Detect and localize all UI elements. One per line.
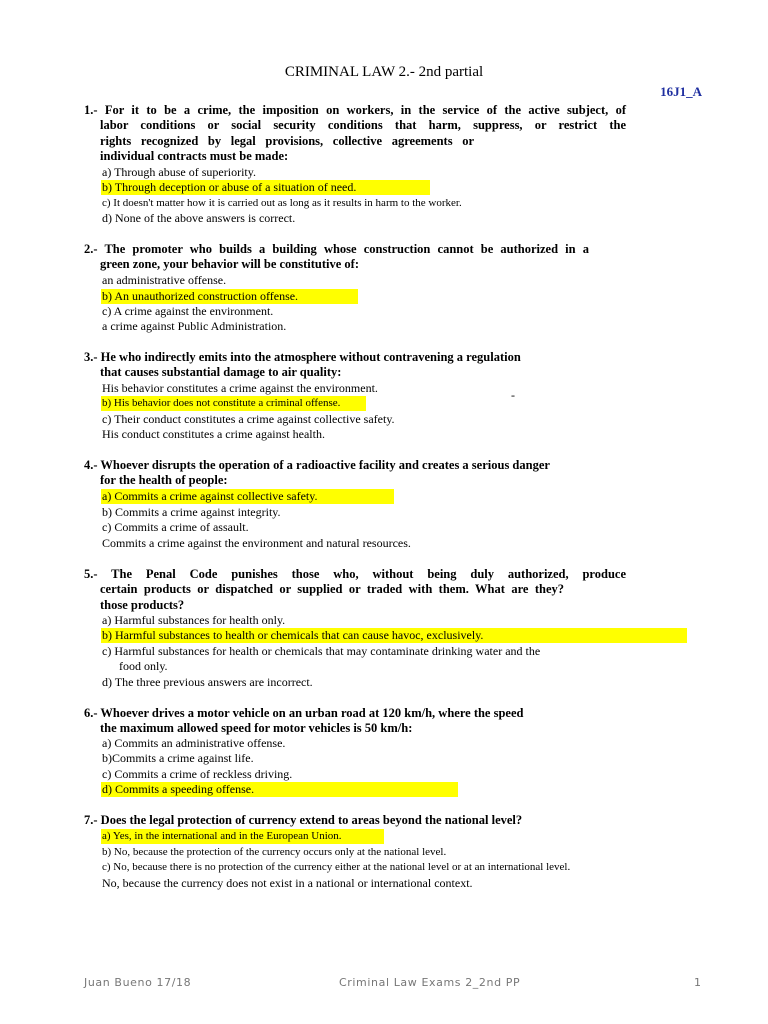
question-1-option-c: c) It doesn't matter how it is carried out as long as it results in harm to the worker. [102, 197, 462, 209]
question-2-option-d: a crime against Public Administration. [102, 319, 287, 333]
question-6-option-b: b)Commits a crime against life. [102, 751, 254, 765]
question-5-option-b-highlighted: b) Harmful substances to health or chemicals that can cause havoc, exclusively. [101, 628, 687, 643]
question-2-option-a: an administrative offense. [102, 273, 227, 287]
question-3-option-a: His behavior constitutes a crime against the environment. [102, 381, 378, 395]
question-4-text [84, 458, 626, 489]
question-7-option-c: c) No, because there is no protection of the currency either at the national level or at an international level. [102, 861, 571, 873]
question-5-text [84, 567, 626, 613]
question-1-text [84, 103, 626, 165]
question-7-text [84, 813, 626, 828]
question-3-option-d: His conduct constitutes a crime against health. [102, 427, 325, 441]
question-5-line-3: those products? [100, 597, 185, 612]
footer-author: Juan Bueno 17/18 [84, 976, 192, 989]
question-1-line-1: 1.- For it to be a crime, the imposition on workers, in the service of the active subject, of [84, 103, 626, 117]
question-5-option-a: a) Harmful substances for health only. [102, 613, 286, 627]
question-3-text [84, 350, 626, 381]
question-5-option-d: d) The three previous answers are incorrect. [102, 675, 313, 689]
question-4-line-1: 4.- Whoever disrupts the operation of a radioactive facility and creates a serious danger [84, 458, 550, 472]
document-title: CRIMINAL LAW 2.- 2nd partial [284, 64, 484, 80]
question-7-option-d: No, because the currency does not exist in a national or international context. [102, 876, 473, 890]
question-4-option-c: c) Commits a crime of assault. [102, 520, 249, 534]
question-3-line-1: 3.- He who indirectly emits into the atmosphere without contravening a regulation [84, 350, 521, 364]
question-3-option-c: c) Their conduct constitutes a crime against collective safety. [102, 412, 395, 426]
question-1-line-3: rights recognized by legal provisions, collective agreements or [100, 133, 474, 148]
question-1-option-a: a) Through abuse of superiority. [102, 165, 256, 179]
question-1-option-d: d) None of the above answers is correct. [102, 211, 296, 225]
question-5-line-2: certain products or dispatched or supplied or traded with them. What are they? [100, 582, 564, 597]
question-7-option-a-highlighted: a) Yes, in the international and in the European Union. [101, 829, 384, 844]
footer-document-name: Criminal Law Exams 2_2nd PP [339, 976, 521, 989]
question-7-line-1: 7.- Does the legal protection of currency extend to areas beyond the national level? [84, 813, 523, 827]
question-2-line-1: 2.- The promoter who builds a building whose construction cannot be authorized in a [84, 242, 589, 256]
footer-page-number: 1 [694, 976, 702, 989]
exam-code: 16J1_A [660, 84, 702, 99]
question-6-option-c: c) Commits a crime of reckless driving. [102, 767, 293, 781]
question-2-text [84, 242, 589, 273]
question-4-option-d: Commits a crime against the environment and natural resources. [102, 536, 411, 550]
question-2-option-b-highlighted: b) An unauthorized construction offense. [101, 289, 358, 304]
stray-dash-mark: - [511, 388, 515, 402]
question-6-line-1: 6.- Whoever drives a motor vehicle on an urban road at 120 km/h, where the speed [84, 706, 524, 720]
question-3-option-b-highlighted: b) His behavior does not constitute a criminal offense. [101, 396, 366, 411]
question-4-option-a-highlighted: a) Commits a crime against collective safety. [101, 489, 394, 504]
question-1-line-4: individual contracts must be made: [100, 149, 289, 164]
question-6-option-a: a) Commits an administrative offense. [102, 736, 286, 750]
question-3-line-2: that causes substantial damage to air quality: [100, 365, 342, 380]
question-2-line-2: green zone, your behavior will be constitutive of: [100, 257, 360, 272]
question-5-line-1: 5.- The Penal Code punishes those who, without being duly authorized, produce [84, 567, 626, 581]
question-1-option-b-highlighted: b) Through deception or abuse of a situation of need. [101, 180, 430, 195]
question-6-text [84, 706, 626, 737]
question-6-option-d-highlighted: d) Commits a speeding offense. [101, 782, 458, 797]
question-1-line-2: labor conditions or social security conditions that harm, suppress, or restrict the [100, 118, 626, 133]
question-6-line-2: the maximum allowed speed for motor vehicles is 50 km/h: [100, 721, 413, 736]
question-5-option-c-continued: food only. [119, 659, 168, 673]
question-2-option-c: c) A crime against the environment. [102, 304, 274, 318]
question-5-option-c: c) Harmful substances for health or chemicals that may contaminate drinking water and the [102, 644, 541, 658]
question-7-option-b: b) No, because the protection of the currency occurs only at the national level. [102, 846, 447, 858]
question-4-option-b: b) Commits a crime against integrity. [102, 505, 281, 519]
question-4-line-2: for the health of people: [100, 473, 228, 488]
